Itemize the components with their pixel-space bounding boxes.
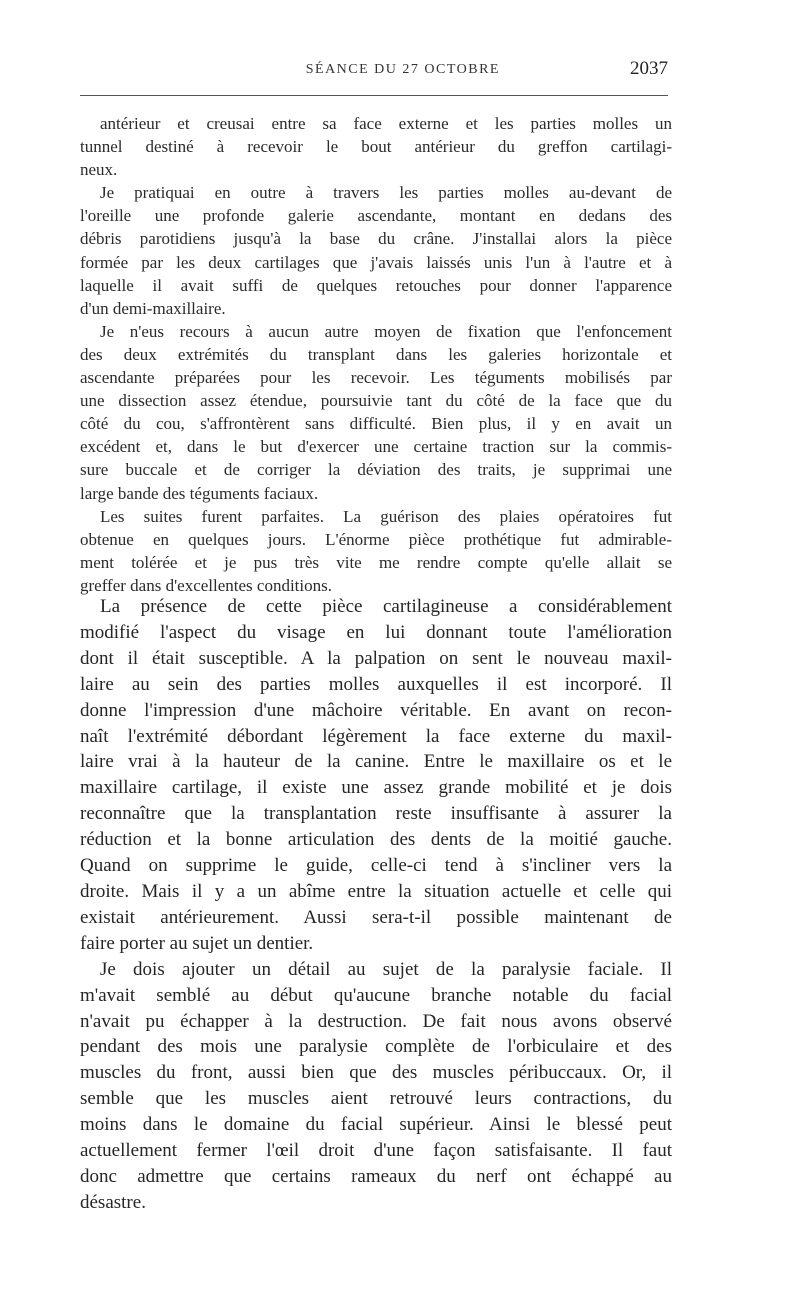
text-line: Les suites furent parfaites. La guérison des plaies opératoires fut	[100, 506, 672, 526]
paragraph	[80, 112, 672, 181]
text-line: n'avait pu échapper à la destruction. De fait nous avons observé	[80, 1010, 672, 1032]
text-line: greffer dans d'excellentes conditions.	[80, 575, 332, 595]
text-line: maxillaire cartilage, il existe une assez grande mobilité et je dois	[80, 777, 672, 799]
text-line: faire porter au sujet un dentier.	[80, 932, 314, 954]
page-number: 2037	[630, 58, 668, 79]
text-line: formée par les deux cartilages que j'avais laissés unis l'un à l'autre et à	[80, 252, 672, 272]
paragraph	[80, 594, 672, 957]
text-line: ascendante préparées pour les recevoir. Les téguments mobilisés par	[80, 368, 672, 388]
text-line: m'avait semblé au début qu'aucune branche notable du facial	[80, 984, 672, 1006]
text-line: tunnel destiné à recevoir le bout antérieur du greffon cartilagi-	[80, 137, 672, 157]
text-line: semble que les muscles aient retrouvé leurs contractions, du	[80, 1088, 672, 1110]
paragraph	[80, 957, 672, 1216]
text-line: Je n'eus recours à aucun autre moyen de fixation que l'enfoncement	[100, 321, 672, 341]
text-line: actuellement fermer l'œil droit d'une façon satisfaisante. Il faut	[80, 1140, 672, 1162]
text-line: d'un demi-maxillaire.	[80, 298, 226, 318]
text-line: Je dois ajouter un détail au sujet de la paralysie faciale. Il	[100, 958, 672, 980]
text-line: muscles du front, aussi bien que des muscles péribuccaux. Or, il	[80, 1062, 672, 1084]
text-line: laire vrai à la hauteur de la canine. Entre le maxillaire os et le	[80, 751, 672, 773]
text-line: ment tolérée et je pus très vite me rendre compte qu'elle allait se	[80, 552, 672, 572]
text-line: une dissection assez étendue, poursuivie tant du côté de la face que du	[80, 391, 672, 411]
text-line: débris parotidiens jusqu'à la base du crâne. J'installai alors la pièce	[80, 229, 672, 249]
paragraph	[80, 320, 672, 505]
text-line: laquelle il avait suffi de quelques retouches pour donner l'apparence	[80, 275, 672, 295]
text-line: des deux extrémités du transplant dans les galeries horizontale et	[80, 344, 672, 364]
text-line: donc admettre que certains rameaux du nerf ont échappé au	[80, 1165, 672, 1187]
page-header	[80, 58, 668, 90]
text-line: Je pratiquai en outre à travers les parties molles au-devant de	[100, 183, 672, 203]
text-line: moins dans le domaine du facial supérieur. Ainsi le blessé peut	[80, 1114, 672, 1136]
paragraph	[80, 181, 672, 320]
text-line: neux.	[80, 160, 118, 180]
text-line: excédent et, dans le but d'exercer une certaine traction sur la commis-	[80, 437, 672, 457]
text-line: modifié l'aspect du visage en lui donnant toute l'amélioration	[80, 621, 672, 643]
text-line: l'oreille une profonde galerie ascendante, montant en dedans des	[80, 206, 672, 226]
paragraph	[80, 505, 672, 597]
header-rule	[80, 95, 668, 96]
text-line: La présence de cette pièce cartilagineuse a considérablement	[100, 596, 672, 617]
text-line: sure buccale et de corriger la déviation des traits, je supprimai une	[80, 460, 672, 480]
text-line: pendant des mois une paralysie complète de l'orbiculaire et des	[80, 1036, 672, 1058]
text-line: droite. Mais il y a un abîme entre la situation actuelle et celle qui	[80, 880, 672, 902]
text-line: donne l'impression d'une mâchoire véritable. En avant on recon-	[80, 699, 672, 721]
text-line: dont il était susceptible. A la palpation on sent le nouveau maxil-	[80, 647, 672, 669]
body-text-large	[80, 594, 672, 1216]
text-line: côté du cou, s'affrontèrent sans difficulté. Bien plus, il y en avait un	[80, 414, 672, 434]
text-line: Quand on supprime le guide, celle-ci tend à s'incliner vers la	[80, 855, 672, 877]
text-line: obtenue en quelques jours. L'énorme pièce prothétique fut admirable-	[80, 529, 672, 549]
text-line: existait antérieurement. Aussi sera-t-il possible maintenant de	[80, 906, 672, 928]
text-line: laire au sein des parties molles auxquelles il est incorporé. Il	[80, 673, 672, 695]
text-line: désastre.	[80, 1191, 146, 1213]
text-line: large bande des téguments faciaux.	[80, 483, 319, 503]
text-line: antérieur et creusai entre sa face externe et les parties molles un	[100, 114, 672, 133]
text-line: réduction et la bonne articulation des dents de la moitié gauche.	[80, 829, 672, 851]
text-line: naît l'extrémité débordant légèrement la face externe du maxil-	[80, 725, 672, 747]
text-line: reconnaître que la transplantation reste insuffisante à assurer la	[80, 803, 672, 825]
body-text-small	[80, 112, 672, 597]
running-title: SÉANCE DU 27 OCTOBRE	[305, 62, 500, 77]
